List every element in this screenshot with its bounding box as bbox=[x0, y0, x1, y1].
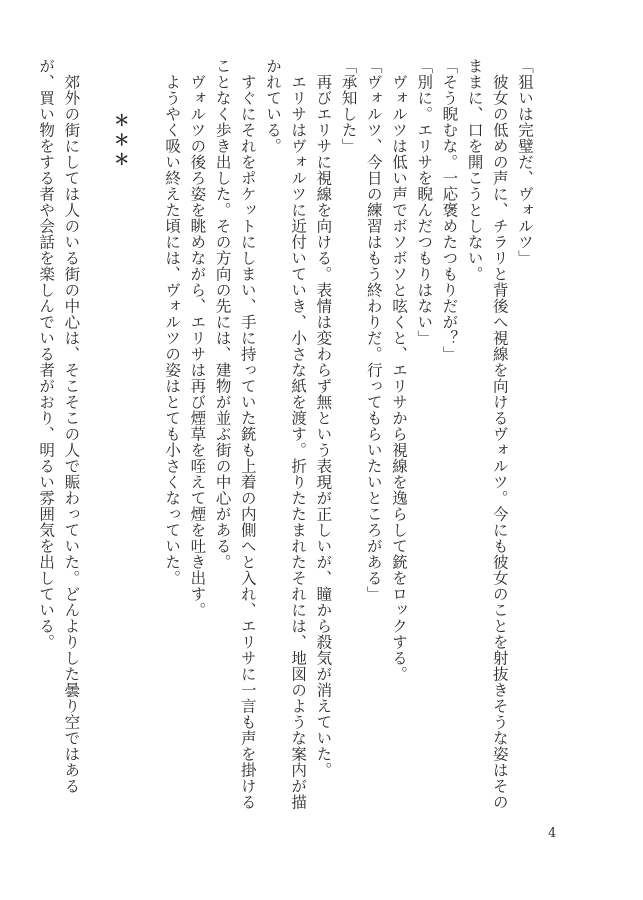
text-line: ままに、口を開こうとしない。 bbox=[465, 58, 484, 282]
vertical-text-block bbox=[33, 58, 537, 810]
text-line: 「狙いは完璧だ、ヴォルツ」 bbox=[516, 58, 534, 266]
text-line: ヴォルツは低い声でボソボソと呟くと、エリサから視線を逸らして銃をロックする。 bbox=[389, 73, 408, 682]
page-number: 4 bbox=[548, 826, 557, 841]
text-line: 「そう睨むな。一応褒めたつもりだが？」 bbox=[440, 58, 459, 362]
text-line: ようやく吸い終えた頃には、ヴォルツの姿はとても小さくなっていた。 bbox=[163, 73, 182, 586]
text-line: 彼女の低めの声に、チラリと背後へ視線を向けるヴォルツ。今にも彼女のことを射抜きそうな姿はその bbox=[490, 73, 509, 810]
text-line: 「ヴォルツ、今日の練習はもう終わりだ。行ってもらいたいところがある」 bbox=[364, 58, 383, 602]
blank-line bbox=[83, 58, 108, 778]
text-line: 「承知した」 bbox=[339, 58, 358, 154]
text-line: かれている。 bbox=[263, 58, 282, 154]
text-line: すぐにそれをポケットにしまい、手に持っていた銃も上着の内側へと入れ、エリサに一言も声を掛ける bbox=[238, 73, 257, 810]
section-separator: ＊＊＊ bbox=[111, 112, 131, 171]
text-line: 再びエリサに視線を向ける。表情は変わらず無という表現が正しいが、瞳から殺気が消えていた。 bbox=[314, 73, 333, 778]
text-line: 郊外の街にしては人のいる街の中心は、そこそこの人で賑わっていた。どんよりした曇り空ではある bbox=[62, 73, 81, 794]
text-line: ことなく歩き出した。その方向の先には、建物が並ぶ街の中心がある。 bbox=[213, 58, 232, 570]
text-line: エリサはヴォルツに近付いていき、小さな紙を渡す。折りたたまれたそれには、地図のような案内が描 bbox=[289, 73, 308, 810]
text-line: が、買い物をする者や会話を楽しんでいる者がおり、明るい雰囲気を出している。 bbox=[37, 58, 56, 650]
text-line: ヴォルツの後ろ姿を眺めながら、エリサは再び煙草を咥えて煙を吐き出す。 bbox=[188, 73, 207, 618]
text-line: 「別に。エリサを睨んだつもりはない」 bbox=[415, 58, 434, 346]
blank-line bbox=[134, 58, 159, 778]
